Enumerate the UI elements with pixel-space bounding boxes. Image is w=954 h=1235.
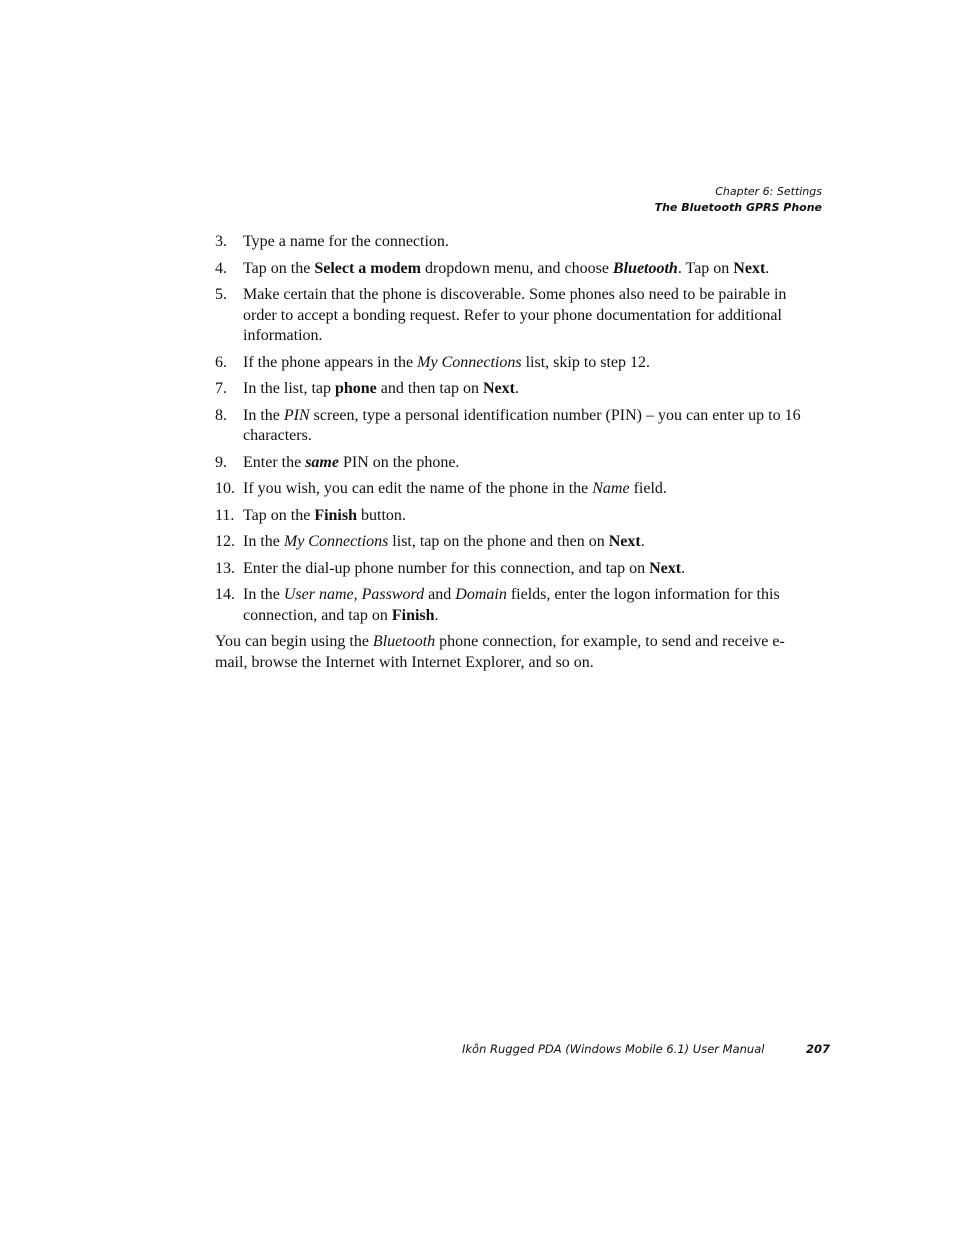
emphasis-text: Domain — [455, 586, 507, 603]
emphasis-text: Bluetooth — [372, 633, 436, 650]
step-item — [215, 532, 815, 553]
text-run: dropdown menu, and choose — [420, 259, 613, 277]
text-run: . — [681, 559, 686, 577]
chapter-label: Chapter 6: Settings — [715, 185, 822, 198]
step-number: 4. — [215, 259, 227, 277]
step-text — [243, 480, 667, 497]
section-title: The Bluetooth GPRS Phone — [654, 201, 822, 214]
step-number: 3. — [215, 233, 227, 250]
text-run: button. — [357, 506, 406, 524]
text-run: list, skip to step 12. — [521, 353, 651, 371]
step-item — [215, 285, 815, 347]
closing-paragraph — [215, 632, 815, 673]
emphasis-text: Next — [608, 533, 641, 550]
step-number: 13. — [215, 559, 235, 577]
step-text — [243, 233, 449, 250]
text-run: In the — [243, 586, 284, 603]
text-run: . — [514, 380, 519, 397]
emphasis-text: Next — [649, 559, 682, 577]
text-run: You can begin using the — [215, 633, 373, 650]
emphasis-text: Finish — [391, 606, 435, 624]
text-run: PIN on the phone. — [338, 453, 460, 471]
emphasis-text: same — [305, 453, 339, 471]
step-number: 5. — [215, 286, 227, 303]
text-run: Enter the — [243, 453, 306, 471]
text-run: Make certain that the phone is discoverable. Some phones also need to be pairable in order to accept a bonding request. Refer to your phone documentation for additional information. — [243, 286, 787, 344]
emphasis-text — [613, 260, 678, 277]
page-number: 207 — [806, 1042, 831, 1056]
emphasis-text: Bluetooth — [612, 259, 678, 277]
step-item — [215, 479, 815, 500]
step-text — [243, 407, 801, 445]
text-run: Enter the dial-up phone number for this connection, and tap on — [243, 559, 650, 577]
body-text — [215, 232, 815, 673]
step-text — [243, 260, 769, 277]
text-run: Tap on the — [243, 506, 315, 524]
step-item — [215, 379, 815, 400]
step-text — [243, 560, 685, 577]
step-text — [243, 380, 519, 397]
emphasis-text: User name, Password — [283, 586, 425, 603]
emphasis-text: Next — [482, 380, 515, 397]
emphasis-text — [305, 454, 339, 471]
step-item — [215, 453, 815, 474]
step-text — [243, 507, 406, 524]
text-run: In the — [243, 406, 284, 424]
text-run: phone connection, for example, to send and receive e-mail, browse the Internet with Internet Explorer, and so on. — [215, 633, 785, 671]
emphasis-text: My Connections — [417, 353, 522, 371]
text-run: If you wish, you can edit the name of the phone in the — [243, 480, 593, 497]
step-number: 12. — [215, 533, 235, 550]
step-item — [215, 406, 815, 447]
text-run: . Tap on — [677, 259, 734, 277]
text-run: and — [424, 586, 456, 603]
emphasis-text: Finish — [314, 506, 357, 524]
text-run: Tap on the — [243, 259, 315, 277]
emphasis-text: Select a modem — [314, 259, 421, 277]
text-run: . — [434, 606, 439, 624]
step-number: 6. — [215, 353, 227, 371]
step-item — [215, 585, 815, 626]
step-text — [243, 286, 786, 344]
emphasis-text: Name — [592, 480, 630, 497]
text-run: field. — [629, 480, 667, 497]
text-run: fields, enter the logon information for this connection, and tap on — [243, 586, 780, 624]
step-number: 8. — [215, 406, 227, 424]
text-run: Type a name for the connection. — [243, 233, 449, 250]
step-text — [243, 586, 780, 624]
text-run: and then tap on — [376, 380, 483, 397]
step-number: 9. — [215, 453, 227, 471]
step-number: 7. — [215, 380, 227, 397]
step-text — [243, 454, 459, 471]
step-item — [215, 506, 815, 527]
step-item — [215, 259, 815, 280]
step-text — [243, 533, 645, 550]
step-item — [215, 353, 815, 374]
running-header — [655, 184, 822, 216]
manual-title: Ikôn Rugged PDA (Windows Mobile 6.1) User Manual — [462, 1042, 765, 1056]
steps-list — [215, 232, 815, 626]
text-run: If the phone appears in the — [243, 353, 418, 371]
text-run: . — [765, 259, 770, 277]
emphasis-text: My Connections — [283, 533, 389, 550]
text-run: In the — [243, 533, 284, 550]
emphasis-text: PIN — [283, 406, 310, 424]
step-number: 10. — [215, 480, 235, 497]
step-number: 11. — [215, 506, 235, 524]
text-run: . — [640, 533, 645, 550]
text-run: list, tap on the phone and then on — [388, 533, 609, 550]
emphasis-text: phone — [334, 380, 377, 397]
text-run: screen, type a personal identification number (PIN) – you can enter up to 16 characters. — [243, 406, 801, 444]
step-item — [215, 232, 815, 253]
step-text — [243, 354, 650, 371]
text-run: In the list, tap — [243, 380, 335, 397]
step-number: 14. — [215, 586, 235, 603]
emphasis-text: Next — [733, 259, 766, 277]
step-item — [215, 559, 815, 580]
